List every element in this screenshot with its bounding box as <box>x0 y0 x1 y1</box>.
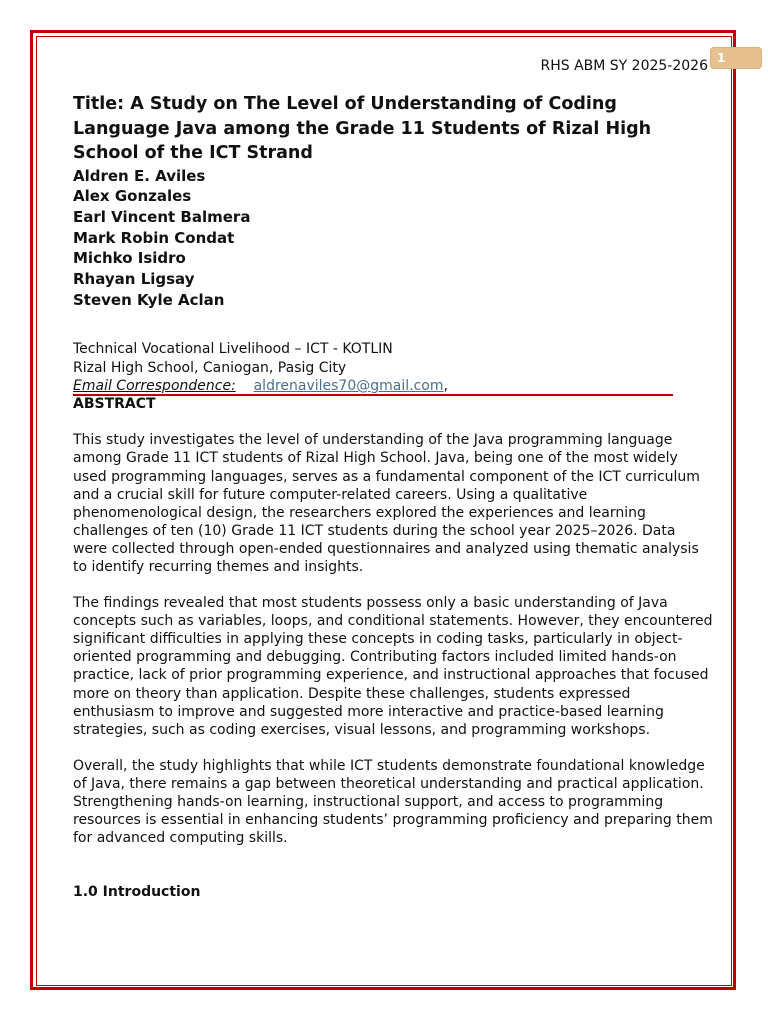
email-trailing-comma: , <box>443 378 448 395</box>
author-name: Alex Gonzales <box>73 187 192 206</box>
affiliation-program: Technical Vocational Livelihood – ICT - KOTLIN <box>73 341 393 358</box>
email-correspondence <box>73 377 713 395</box>
author-name: Earl Vincent Balmera <box>73 207 251 226</box>
abstract-heading: ABSTRACT <box>73 396 156 413</box>
email-label: Email Correspondence: <box>73 378 236 395</box>
abstract-paragraph: Overall, the study highlights that while ICT students demonstrate foundational knowledge of Java, there remains a gap between theoretical understanding and practical application. Strengthening hands-on learning, instructional support, and access to programming resources is essential in enhancing students’ programming proficiency and preparing them for advanced computing skills. <box>73 757 713 847</box>
affiliation-school: Rizal High School, Caniogan, Pasig City <box>73 359 347 376</box>
author-name: Steven Kyle Aclan <box>73 290 225 309</box>
document-body <box>73 92 713 913</box>
abstract-paragraph: This study investigates the level of understanding of the Java programming language among Grade 11 ICT students of Rizal High School. Java, being one of the most widely used programming languages, serves as a fundamental component of the ICT curriculum and a crucial skill for future computer-related careers. Using a qualitative phenomenological design, the researchers explored the experiences and learning challenges of ten (10) Grade 11 ICT students during the school year 2025–2026. Data were collected through open-ended questionnaires and analyzed using thematic analysis to identify recurring themes and insights. <box>73 432 700 575</box>
author-name: Aldren E. Aviles <box>73 166 206 185</box>
author-name: Michko Isidro <box>73 249 186 268</box>
running-head: RHS ABM SY 2025-2026 <box>540 58 708 74</box>
paper-title: Title: A Study on The Level of Understanding of Coding Language Java among the Grade 11 Students of Rizal High School of the ICT Strand <box>73 94 652 163</box>
abstract-paragraph: The findings revealed that most students possess only a basic understanding of Java concepts such as variables, loops, and conditional statements. However, they encountered significant difficulties in applying these concepts in coding tasks, particularly in object-oriented programming and debugging. Contributing factors included limited hands-on practice, lack of prior programming experience, and instructional approaches that focused more on theory than application. Despite these challenges, students expressed enthusiasm to improve and suggested more interactive and practice-based learning strategies, such as coding exercises, visual lessons, and programming workshops. <box>73 595 713 738</box>
author-name: Rhayan Ligsay <box>73 270 195 289</box>
page-number-badge: 1 <box>710 47 762 69</box>
author-list <box>73 166 713 311</box>
author-name: Mark Robin Condat <box>73 228 235 247</box>
email-link[interactable]: aldrenaviles70@gmail.com <box>253 378 444 395</box>
introduction-heading: 1.0 Introduction <box>73 884 201 901</box>
abstract-body <box>73 431 713 847</box>
affiliation-block <box>73 340 713 377</box>
